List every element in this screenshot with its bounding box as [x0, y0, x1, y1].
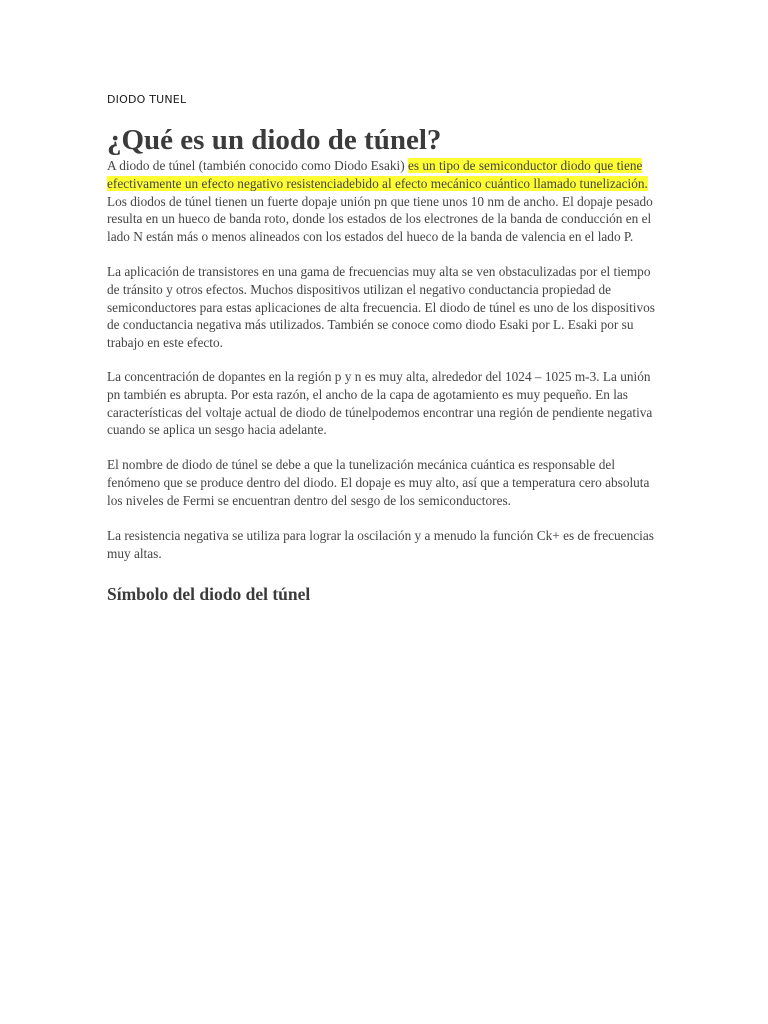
paragraph-line: trabajo en este efecto. [107, 335, 223, 351]
paragraph-line: cuando se aplica un sesgo hacia adelante. [107, 422, 327, 438]
paragraph-negative-resistance [107, 527, 659, 563]
paragraph-line: muy altas. [107, 545, 162, 561]
paragraph-line: La resistencia negativa se utiliza para lograr la oscilación y a menudo la función Ck+ es de frecuencias [107, 528, 654, 543]
paragraph-applications [107, 263, 659, 352]
highlighted-text: efectivamente un efecto negativo resistenciadebido al efecto mecánico cuántico llamado tunelización. [107, 175, 648, 191]
page-title: ¿Qué es un diodo de túnel? [107, 124, 442, 156]
text-run: A diodo de túnel (también conocido como Diodo Esaki) [107, 158, 408, 173]
paragraph-intro [107, 157, 659, 246]
paragraph-line: pn también es abrupta. Por esta razón, el ancho de la capa de agotamiento es muy pequeño. En las [107, 386, 628, 402]
paragraph-line [107, 175, 659, 193]
paragraph-line: fenómeno que se produce dentro del diodo. El dopaje es muy alto, así que a temperatura cero absoluta [107, 474, 650, 490]
paragraph-line [107, 157, 659, 175]
paragraph-line: de conductancia negativa más utilizados. También se conoce como diodo Esaki por L. Esaki por su [107, 317, 634, 333]
paragraph-doping [107, 368, 659, 439]
paragraph-line: Los diodos de túnel tienen un fuerte dopaje unión pn que tiene unos 10 nm de ancho. El dopaje pesado [107, 193, 653, 209]
paragraph-line: características del voltaje actual de diodo de túnelpodemos encontrar una región de pendiente negativa [107, 404, 653, 420]
paragraph-line: El nombre de diodo de túnel se debe a que la tunelización mecánica cuántica es responsable del [107, 457, 616, 472]
paragraph-line: los niveles de Fermi se encuentran dentro del sesgo de los semiconductores. [107, 492, 511, 508]
paragraph-line: La aplicación de transistores en una gama de frecuencias muy alta se ven obstaculizadas por el tiempo [107, 264, 651, 279]
paragraph-name-origin [107, 456, 659, 509]
paragraph-line: resulta en un hueco de banda roto, donde los estados de los electrones de la banda de conducción en el [107, 211, 652, 227]
paragraph-line: de tránsito y otros efectos. Muchos dispositivos utilizan el negativo conductancia propiedad de [107, 281, 612, 297]
paragraph-line: semiconductores para estas aplicaciones de alta frecuencia. El diodo de túnel es uno de los dispositivos [107, 299, 655, 315]
section-heading-symbol: Símbolo del diodo del túnel [107, 584, 311, 604]
document-label: DIODO TUNEL [107, 93, 187, 106]
paragraph-line: La concentración de dopantes en la región p y n es muy alta, alrededor del 1024 – 1025 m-3. La unión [107, 369, 651, 384]
highlighted-text: es un tipo de semiconductor diodo que tiene [407, 158, 643, 173]
paragraph-line: lado N están más o menos alineados con los estados del hueco de la banda de valencia en el lado P. [107, 229, 634, 245]
